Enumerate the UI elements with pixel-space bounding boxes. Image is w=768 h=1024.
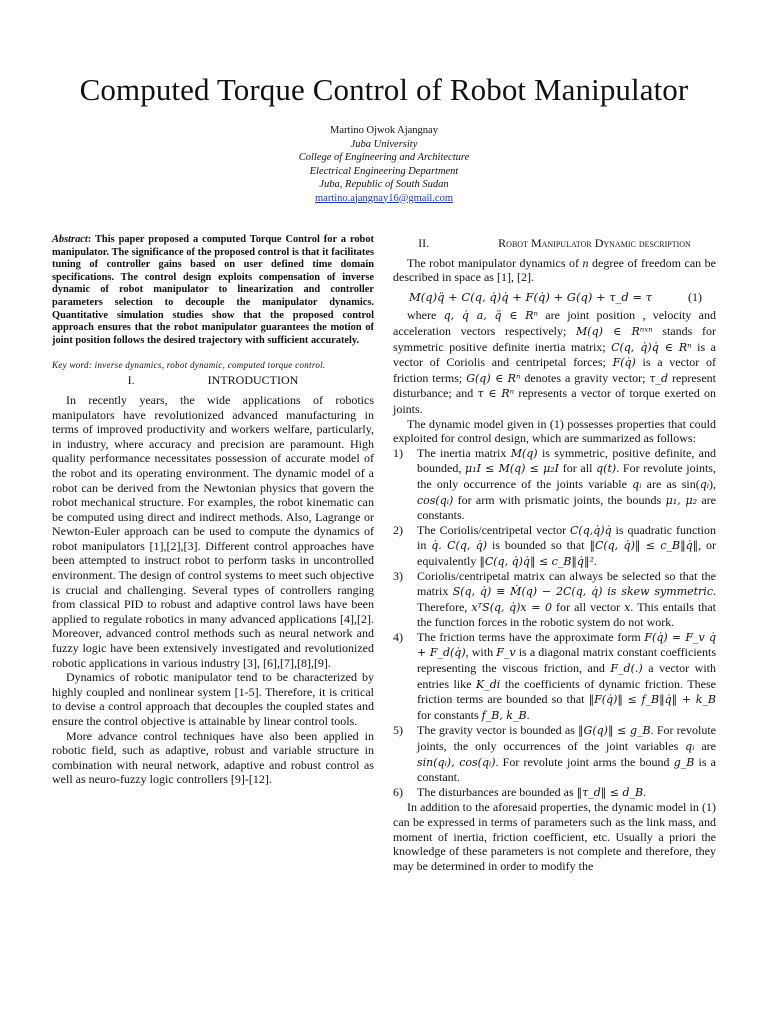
text-span: The inertia matrix — [417, 445, 511, 460]
section-heading-dynamics — [393, 236, 716, 251]
abstract — [52, 234, 374, 347]
text-span: . Therefore, — [417, 584, 716, 614]
math-span: C(q,q̇)q̇ — [570, 523, 612, 537]
math-span: qᵢ — [685, 740, 695, 753]
text-span: The disturbances are bounded as — [417, 784, 577, 799]
text-span: , or equivalently — [417, 538, 716, 568]
properties-list — [393, 446, 716, 801]
author-affiliation-department: Electrical Engineering Department — [309, 165, 459, 177]
text-span: represents a vector of torque exerted on joints. — [393, 386, 716, 416]
author-name: Martino Ojwok Ajangnay — [330, 125, 438, 136]
property-item — [393, 523, 716, 570]
keywords: Key word: inverse dynamics, robot dynamic, computed torque control. — [52, 360, 326, 371]
equation-1 — [393, 290, 716, 305]
text-span: Coriolis/centripetal matrix can always be selected so that the matrix — [417, 569, 716, 599]
property-item — [393, 630, 716, 724]
math-span: F(q̇) = F_v q̇ + F_d(q̇) — [417, 630, 716, 660]
list-number: 4) — [393, 629, 403, 644]
author-block — [0, 124, 768, 205]
text-span: the coefficients of dynamic friction. These friction terms are bounded so that — [417, 676, 716, 707]
text-span: is a constant. — [417, 754, 716, 785]
text-span: The robot manipulator dynamics of — [407, 255, 583, 270]
text-span: . — [643, 784, 647, 799]
math-span: ‖G(q)‖ ≤ g_B — [578, 724, 651, 738]
property-item — [393, 569, 716, 629]
text-span: where — [407, 308, 444, 323]
text-span: stands for symmetric positive definite inertia matrix; — [393, 323, 716, 354]
math-span: τ_d — [649, 371, 669, 385]
equation-body: M(q)q̈ + C(q, q̇)q̇ + F(q̇) + G(q) + τ_d = τ — [409, 289, 653, 304]
math-span: q, q̇ a, q̈ ∈ Rⁿ — [443, 309, 539, 323]
text-span: . For revolute joints, the only occurrence of the joints variable — [417, 461, 716, 491]
list-number: 3) — [393, 569, 403, 584]
section-title: Robot Manipulator Dynamic description — [498, 236, 691, 250]
text-span: is bounded so that — [487, 538, 590, 553]
section-number: I. — [127, 373, 135, 388]
math-span: K_di — [476, 677, 501, 691]
text-span: The gravity vector is bounded as — [417, 723, 579, 738]
math-span: qᵢ — [632, 477, 642, 491]
abstract-text: : This paper proposed a computed Torque Control for a robot manipulator. The significance of the proposed control is that it facilitates tuning of controller gains based on user defined time domain specifications. The control design exploits compensation of inverse dynamic of robot manipulator to linearization and controller parameters selection to decouple the manipulator dynamics. Quantitative simulation studies show that the proposed control approach ensures that the robot manipulator guarantees the motion of joint position follows the desired trajectory with sufficient accurately. — [52, 234, 374, 346]
math-span: ‖C(q, q̇)‖ ≤ c_B‖q̇‖ — [589, 539, 699, 553]
author-affiliation-location: Juba, Republic of South Sudan — [319, 179, 449, 190]
text-span: for constants — [417, 707, 482, 722]
math-span: q(t) — [596, 462, 617, 476]
text-span: degree of freedom can be described in space as [1], [2]. — [393, 255, 716, 285]
text-span: n — [582, 255, 589, 270]
properties-intro: The dynamic model given in (1) possesses properties that could exploited for control design, which are summarized as follows: — [393, 416, 716, 446]
intro-paragraph-2: Dynamics of robotic manipulator tend to be characterized by highly coupled and nonlinear system [1-5]. Therefore, it is critical to devise a control approach that decouples the coupled states and ensure the control objective is attainable by linear control tools. — [52, 670, 374, 728]
math-span: S(q, q̇) ≡ Ṁ(q) − 2C(q, q̇) is skew symmetric — [452, 585, 713, 599]
list-number: 5) — [393, 723, 403, 738]
text-span: ), — [709, 476, 716, 491]
right-column — [393, 234, 716, 873]
intro-paragraph-3: More advance control techniques have also been applied in robotic field, such as adaptive, robust and variable structure in combination with neural network, adaptive and robust control as well as neuro-fuzzy logic controllers [9]-[12]. — [52, 728, 374, 787]
text-span: . — [526, 707, 530, 722]
text-span: is quadratic function in — [417, 522, 717, 553]
text-span: . For revolute joint arms the bound — [495, 754, 674, 769]
text-span: , with — [465, 645, 497, 660]
math-span: f_B, k_B — [481, 708, 527, 722]
text-span: are — [694, 739, 716, 753]
math-span: cos(qᵢ) — [417, 493, 454, 507]
text-span: for all — [559, 461, 597, 476]
math-span: ‖C(q, q̇)q̇‖ ≤ c_B‖q̇‖² — [479, 554, 594, 568]
list-number: 1) — [393, 445, 403, 460]
math-span: sin(qᵢ), cos(qᵢ) — [417, 755, 496, 769]
text-span: are as sin( — [641, 476, 700, 491]
math-span: μ₁I ≤ M(q) ≤ μ₂I — [465, 462, 560, 476]
text-span: a vector with entries like — [417, 661, 716, 691]
abstract-label: Abstract — [52, 234, 88, 245]
math-span: x — [624, 600, 631, 614]
property-item — [393, 723, 716, 784]
paper-title: Computed Torque Control of Robot Manipulator — [79, 72, 689, 107]
text-span: is a diagonal matrix constant coefficients representing the viscous friction, and — [417, 645, 717, 676]
text-span: . For revolute joints, the only occurrences of the joint variables — [417, 723, 716, 753]
list-number: 6) — [393, 784, 403, 799]
list-number: 2) — [393, 522, 403, 537]
math-span: F(q̇) — [612, 356, 636, 370]
text-span: The friction terms have the approximate form — [417, 629, 645, 644]
intro-paragraph-1: In recently years, the wide applications of robotics manipulators have revolutionized advanced manufacturing in terms of improved productivity and workers welfare, particularly, in industry, where accuracy and precision are paramount. High quality performance necessitates possession of accurate model of the robot and its operating environment. The dynamic model of a robot can be derived from the Newtonian physics that govern the robot mechanical structure. For examples, the robot kinematic can be computed using direct and indirect methods. Also, Lagrange or Newton-Euler approach can be used to compute the dynamics of robot manipulators [1],[2],[3]. Different control approaches have been attempted to instruct robot to perform tasks in uncontrolled environment. The design of control systems to meet such objective is crucial and challenging. Several types of controllers ranging from classical PID to robust and adaptive control laws have been applied to regulate robotics in many advanced applications [4],[2]. Moreover, advanced control methods such as neural network and fuzzy logic have been extensively investigated and revolutionized robotic applications in various industry [3], [6],[7],[8],[9]. — [52, 392, 374, 670]
math-span: g_B — [673, 755, 695, 769]
math-span: q̇. C(q, q̇) — [431, 539, 488, 553]
property-item — [393, 785, 716, 801]
math-span: qᵢ — [699, 477, 709, 491]
author-affiliation-university: Juba University — [350, 138, 418, 150]
text-span: for all vector — [551, 599, 625, 614]
property-item — [393, 446, 716, 523]
text-span: is a vector of friction terms; — [393, 355, 716, 385]
text-span: represent disturbance; and — [393, 370, 716, 401]
closing-paragraph: In addition to the aforesaid properties, the dynamic model in (1) can be expressed in terms of parameters such as the link mass, and moment of inertia, friction coefficient, etc. Usually a priori the knowledge of these parameters is not complete and therefore, they may be determined in order to modify the — [393, 800, 716, 873]
left-column — [52, 234, 374, 787]
math-span: C(q, q̇)q̇ ∈ Rⁿ — [611, 340, 692, 354]
text-span: denotes a gravity vector; — [520, 370, 650, 385]
math-span: ‖F(q̇)‖ ≤ f_B‖q̇‖ + k_B — [588, 693, 716, 707]
math-span: F_v — [496, 646, 516, 660]
math-span: ‖τ_d‖ ≤ d_B — [576, 785, 644, 799]
math-span: M(q) ∈ Rⁿˣⁿ — [576, 324, 653, 338]
text-span: The Coriolis/centripetal vector — [417, 522, 571, 537]
equation-number: (1) — [688, 289, 702, 304]
section-title: INTRODUCTION — [207, 373, 299, 388]
section-number: II. — [418, 236, 430, 250]
math-span: M(q) — [510, 446, 538, 460]
text-span: for arm with prismatic joints, the bounds — [453, 492, 666, 507]
math-span: G(q) ∈ Rⁿ — [466, 371, 521, 385]
text-span: . This entails that the function forces in the robotic system do not work. — [417, 599, 717, 630]
author-email-link[interactable]: martino.ajangnay16@gmail.com — [315, 192, 453, 204]
math-span: xᵀS(q, q̇)x = 0 — [471, 600, 552, 614]
math-span: F_d(.) — [610, 662, 643, 676]
text-span: is symmetric, positive definite, and bounded, — [417, 445, 716, 476]
text-span: is a vector of Coriolis and centripetal forces; — [393, 339, 716, 370]
text-span: are constants. — [417, 492, 716, 523]
text-span: are joint position , velocity and acceleration vectors respectively; — [393, 308, 716, 338]
math-span: τ ∈ Rⁿ — [477, 387, 515, 401]
math-span: μ₁, μ₂ — [665, 493, 698, 507]
text-span: . — [593, 553, 597, 568]
dynamics-intro-paragraph — [393, 256, 716, 285]
where-paragraph — [393, 308, 716, 416]
author-affiliation-college: College of Engineering and Architecture — [298, 152, 470, 163]
section-heading-introduction — [52, 373, 374, 388]
